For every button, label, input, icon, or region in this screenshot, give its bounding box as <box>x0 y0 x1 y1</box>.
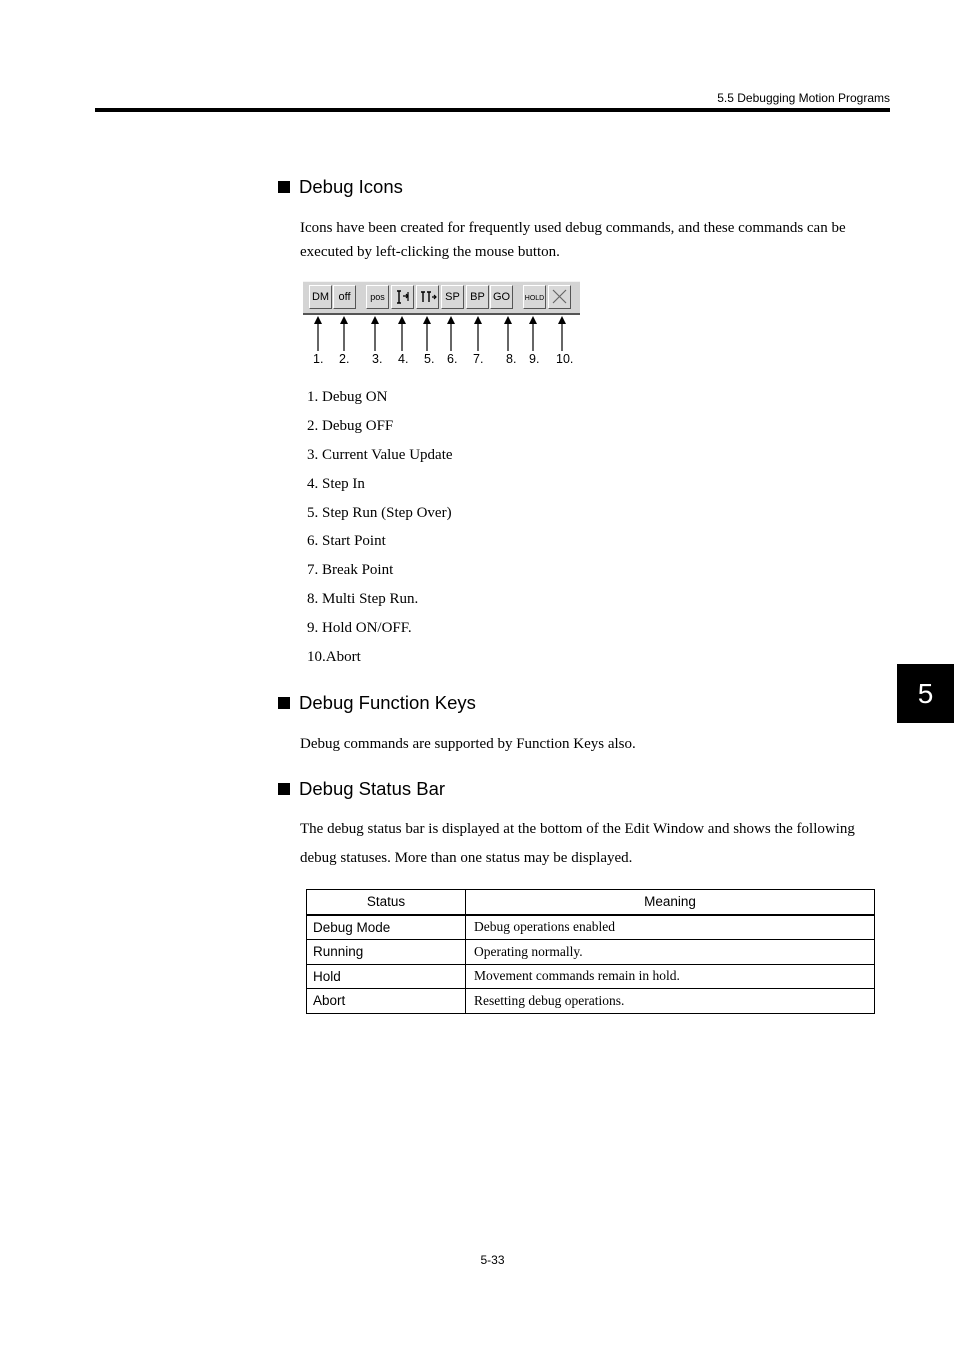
step-in-icon[interactable] <box>391 285 414 309</box>
callout-number: 3. <box>372 352 383 366</box>
step-over-icon[interactable] <box>416 285 439 309</box>
table-row <box>307 989 875 1014</box>
callout-arrow-icon <box>313 315 323 351</box>
bullet-square-icon <box>278 697 290 709</box>
debug-toolbar <box>303 281 580 315</box>
header-rule <box>95 108 890 112</box>
debug-icons-description: Icons have been created for frequently used debug commands, and these commands can be executed by left-clicking the mouse button. <box>300 220 846 260</box>
callout-arrow-icon <box>557 315 567 351</box>
debug-off-icon[interactable]: off <box>333 285 356 309</box>
callout-arrow-icon <box>528 315 538 351</box>
break-point-icon[interactable]: BP <box>466 285 489 309</box>
bullet-square-icon <box>278 181 290 193</box>
meaning-cell: Operating normally. <box>466 940 875 965</box>
section-function-keys-title <box>278 692 476 714</box>
meaning-cell: Movement commands remain in hold. <box>466 964 875 989</box>
section-title-text: Debug Function Keys <box>299 692 476 713</box>
list-item: 4. Step In <box>307 475 365 492</box>
section-title-text: Debug Status Bar <box>299 778 446 799</box>
callout-number: 10. <box>556 352 574 366</box>
table-header-row <box>307 890 875 915</box>
list-item: 2. Debug OFF <box>307 417 394 434</box>
callout-number: 2. <box>339 352 350 366</box>
abort-icon[interactable] <box>548 285 571 309</box>
callout-arrow-icon <box>473 315 483 351</box>
callout-arrow-icon <box>339 315 349 351</box>
status-cell: Running <box>307 940 466 965</box>
meaning-cell: Debug operations enabled <box>466 915 875 940</box>
list-item: 5. Step Run (Step Over) <box>307 504 452 521</box>
list-item: 8. Multi Step Run. <box>307 591 419 608</box>
chapter-tab: 5 <box>897 664 954 723</box>
start-point-icon[interactable]: SP <box>441 285 464 309</box>
page-number: 5-33 <box>480 1253 505 1267</box>
list-item: 1. Debug ON <box>307 389 388 405</box>
section-title-text: Debug Icons <box>299 176 403 197</box>
list-item: 7. Break Point <box>307 562 394 579</box>
callout-arrow-icon <box>397 315 407 351</box>
list-item: 6. Start Point <box>307 533 386 550</box>
section-status-bar-title <box>278 778 445 800</box>
meaning-cell: Resetting debug operations. <box>466 989 875 1014</box>
debug-icons-list <box>307 385 453 674</box>
status-cell: Hold <box>307 964 466 989</box>
status-cell: Abort <box>307 989 466 1014</box>
callout-arrow-icon <box>422 315 432 351</box>
section-debug-icons-title <box>278 176 403 198</box>
debug-on-icon[interactable]: DM <box>309 285 332 309</box>
bullet-square-icon <box>278 783 290 795</box>
callout-number: 5. <box>424 352 435 366</box>
status-table <box>306 889 875 1014</box>
callout-number: 4. <box>398 352 409 366</box>
status-bar-description: The debug status bar is displayed at the bottom of the Edit Window and shows the following debug statuses. More than one status may be displayed. <box>300 821 855 866</box>
table-row <box>307 940 875 965</box>
function-keys-description: Debug commands are supported by Function Keys also. <box>300 736 636 752</box>
hold-icon[interactable]: HOLD <box>523 285 546 309</box>
callout-number: 1. <box>313 352 324 366</box>
callout-arrow-icon <box>370 315 380 351</box>
callout-number: 7. <box>473 352 484 366</box>
running-header: 5.5 Debugging Motion Programs <box>717 91 890 105</box>
status-cell: Debug Mode <box>307 915 466 940</box>
callout-number: 8. <box>506 352 517 366</box>
column-header-status: Status <box>307 890 466 915</box>
list-item: 3. Current Value Update <box>307 446 453 463</box>
callout-arrow-icon <box>446 315 456 351</box>
callout-number: 9. <box>529 352 540 366</box>
list-item: 9. Hold ON/OFF. <box>307 620 412 637</box>
list-item: 10.Abort <box>307 649 361 666</box>
callout-arrow-icon <box>503 315 513 351</box>
column-header-meaning: Meaning <box>466 890 875 915</box>
multi-step-run-icon[interactable]: GO <box>490 285 513 309</box>
table-row <box>307 915 875 940</box>
callout-number: 6. <box>447 352 458 366</box>
table-row <box>307 964 875 989</box>
current-value-update-icon[interactable]: pos <box>366 285 389 309</box>
